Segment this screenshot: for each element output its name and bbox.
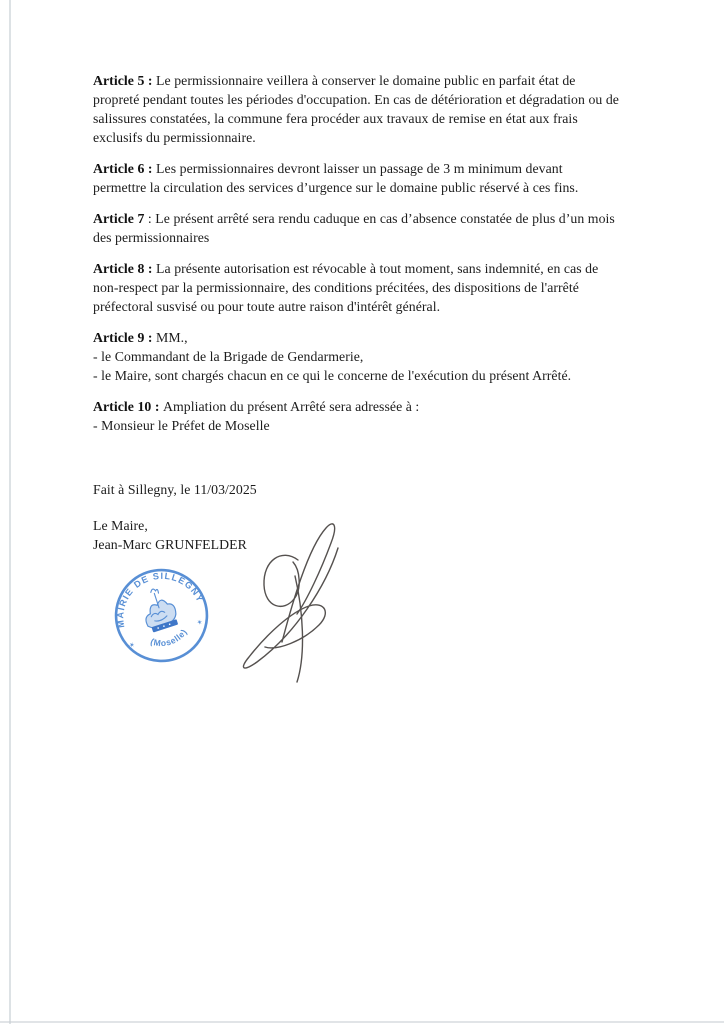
stamp-star-right-icon: ✶ [195,617,204,628]
article-label: Article 6 : [93,161,157,176]
article-line: Ampliation du présent Arrêté sera adressée à : [163,399,420,414]
article-line: - le Commandant de la Brigade de Gendarmerie, [93,349,364,364]
stamp-department-text: (Moselle) [149,626,190,649]
scan-edge-left [9,0,11,1024]
article-line: - le Maire, sont chargés chacun en ce qui le concerne de l'exécution du présent Arrêté. [93,368,572,383]
signatory-title: Le Maire, [93,518,148,533]
article-line: Les permissionnaires devront laisser un passage de 3 m minimum devant [156,161,563,176]
article-line: exclusifs du permissionnaire. [93,130,256,145]
articles-section [93,71,673,435]
stamp-coat-of-arms-icon [137,584,180,633]
article-paragraph [93,71,673,147]
municipal-stamp-icon [109,563,214,668]
article-paragraph [93,209,673,247]
article-line: La présente autorisation est révocable à tout moment, sans indemnité, en cas de [156,261,599,276]
stamp-org-text: MAIRIE DE SILLEGNY [115,570,206,629]
article-line: permettre la circulation des services d’urgence sur le domaine public réservé à ces fins. [93,180,579,195]
article-label: Article 10 : [93,399,163,414]
signatory-block [93,516,673,554]
article-line: - Monsieur le Préfet de Moselle [93,418,270,433]
article-paragraph [93,328,673,385]
signature-icon [232,512,372,690]
article-paragraph [93,397,673,435]
article-paragraph [93,159,673,197]
signatory-name: Jean-Marc GRUNFELDER [93,537,247,552]
article-label: Article 8 : [93,261,157,276]
article-label: Article 9 : [93,330,157,345]
document-body [93,71,673,566]
article-line: propreté pendant toutes les périodes d'occupation. En cas de détérioration et dégradation ou de [93,92,619,107]
article-line: MM., [156,330,188,345]
stamp-star-left-icon: ✶ [126,639,138,650]
article-line: préfectoral susvisé ou pour toute autre raison d'intérêt général. [93,299,441,314]
article-line: Le permissionnaire veillera à conserver le domaine public en parfait état de [156,73,576,88]
article-paragraph [93,259,673,316]
article-line: : Le présent arrêté sera rendu caduque en cas d’absence constatée de plus d’un mois [147,211,615,226]
scan-edge-bottom [0,1021,724,1023]
article-label: Article 5 : [93,73,157,88]
article-line: salissures constatées, la commune fera procéder aux travaux de remise en état aux frais [93,111,578,126]
place-date-line: Fait à Sillegny, le 11/03/2025 [93,482,257,497]
article-line: non-respect par la permissionnaire, des conditions précitées, des dispositions de l'arrêté [93,280,579,295]
article-line: des permissionnaires [93,230,210,245]
article-label: Article 7 [93,211,148,226]
